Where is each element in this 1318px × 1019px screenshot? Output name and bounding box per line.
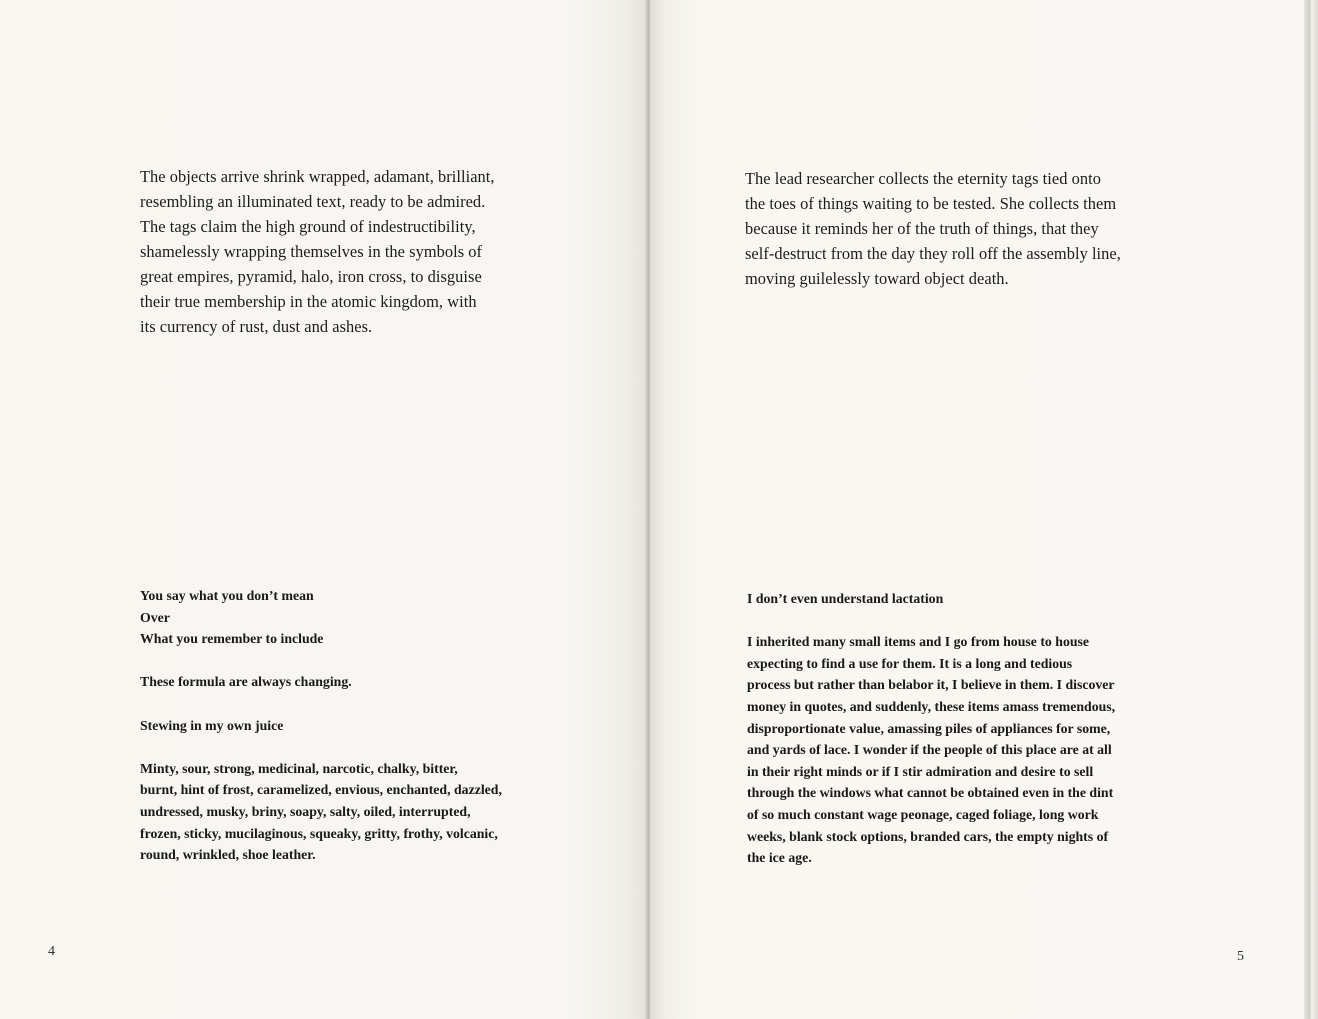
page-fore-edge <box>1304 0 1318 1019</box>
inherited-line: of so much constant wage peonage, caged foliage, long work <box>747 806 1099 822</box>
left-paragraph-line: The tags claim the high ground of indestructibility, <box>140 217 476 236</box>
left-paragraph-line: shamelessly wrapping themselves in the symbols of <box>140 242 483 261</box>
inherited-line: in their right minds or if I stir admiration and desire to sell <box>747 763 1094 779</box>
page-number-right: 5 <box>1237 949 1244 964</box>
inherited-line: I inherited many small items and I go from house to house <box>747 634 1090 650</box>
poem-line: Over <box>140 609 170 625</box>
page-number-left: 4 <box>48 944 55 959</box>
left-paragraph-line: its currency of rust, dust and ashes. <box>140 317 373 336</box>
left-paragraph-line: The objects arrive shrink wrapped, adamant, brilliant, <box>140 167 495 186</box>
right-paragraph-line: The lead researcher collects the eternity tags tied onto <box>745 169 1101 188</box>
right-prose-poem <box>747 588 1115 869</box>
poem-list-line: burnt, hint of frost, caramelized, envious, enchanted, dazzled, <box>140 782 502 798</box>
inherited-line: expecting to find a use for them. It is a long and tedious <box>747 655 1073 671</box>
inherited-line: disproportionate value, amassing piles of appliances for some, <box>747 720 1111 736</box>
right-paragraph <box>745 166 1121 291</box>
left-paragraph-line: great empires, pyramid, halo, iron cross, to disguise <box>140 267 482 286</box>
left-paragraph-line: resembling an illuminated text, ready to be admired. <box>140 192 486 211</box>
poem-line-stewing: Stewing in my own juice <box>140 717 284 733</box>
inherited-line: through the windows what cannot be obtained even in the dint <box>747 785 1114 801</box>
inherited-line: weeks, blank stock options, branded cars, the empty nights of <box>747 828 1109 844</box>
right-paragraph-line: moving guilelessly toward object death. <box>745 269 1009 288</box>
left-page <box>0 0 647 1019</box>
right-paragraph-line: self-destruct from the day they roll off the assembly line, <box>745 244 1121 263</box>
left-paragraph-line: their true membership in the atomic kingdom, with <box>140 292 477 311</box>
lactation-line: I don’t even understand lactation <box>747 591 944 606</box>
inherited-line: and yards of lace. I wonder if the people of this place are at all <box>747 742 1112 758</box>
poem-line: What you remember to include <box>140 631 324 647</box>
poem-list-line: round, wrinkled, shoe leather. <box>140 847 316 863</box>
inherited-line: money in quotes, and suddenly, these items amass tremendous, <box>747 698 1116 714</box>
right-paragraph-line: the toes of things waiting to be tested. She collects them <box>745 194 1117 213</box>
poem-list-line: undressed, musky, briny, soapy, salty, oiled, interrupted, <box>140 803 471 819</box>
left-paragraph <box>140 164 495 339</box>
right-paragraph-line: because it reminds her of the truth of things, that they <box>745 219 1099 238</box>
inherited-line: the ice age. <box>747 850 812 866</box>
inherited-line: process but rather than belabor it, I believe in them. I discover <box>747 677 1115 693</box>
left-poem <box>140 585 502 866</box>
poem-line: You say what you don’t mean <box>140 588 314 603</box>
right-page <box>650 0 1305 1019</box>
poem-line-formula: These formula are always changing. <box>140 674 352 690</box>
poem-list-line: Minty, sour, strong, medicinal, narcotic, chalky, bitter, <box>140 760 458 776</box>
poem-list-line: frozen, sticky, mucilaginous, squeaky, gritty, frothy, volcanic, <box>140 825 498 841</box>
